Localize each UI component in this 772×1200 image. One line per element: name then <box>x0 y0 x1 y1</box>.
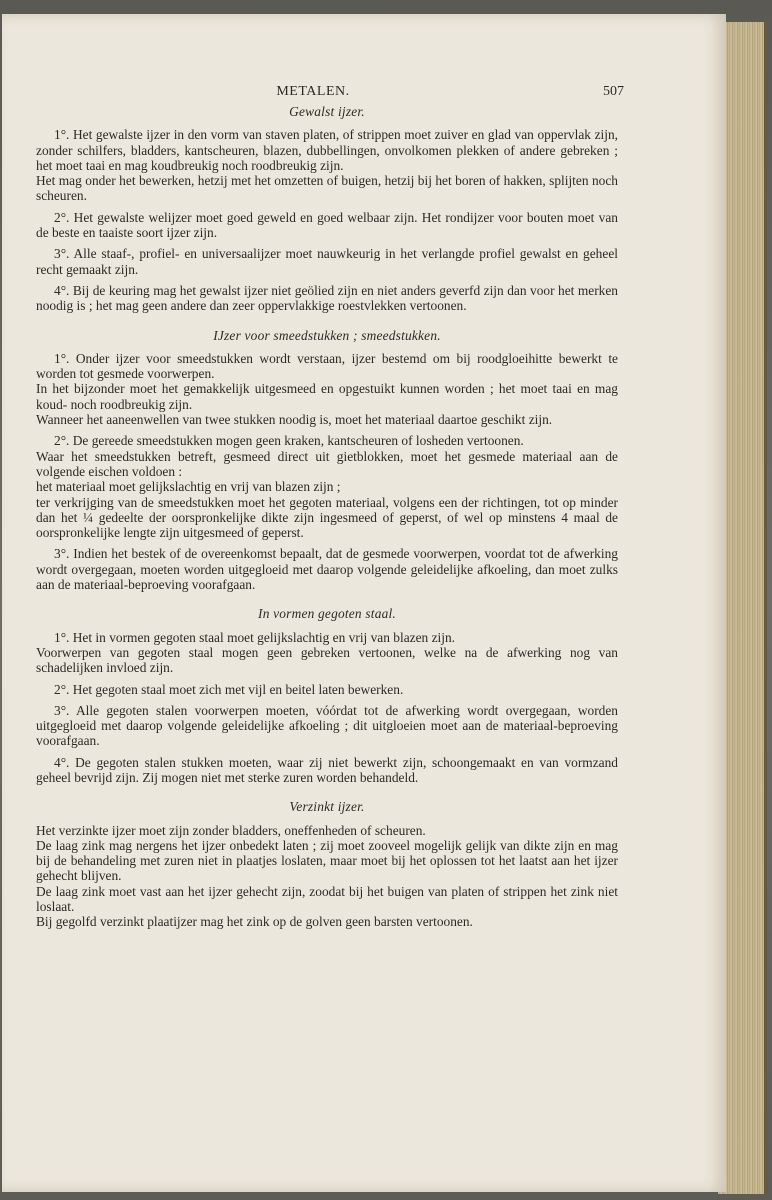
paragraph: De laag zink mag nergens het ijzer onbedekt laten ; zij moet zooveel mogelijk gelijk van dikte zijn en mag bij de behandeling met zuren niet in plaatjes loslaten, maar moet bij het oplossen tot het laatst aan het ijzer gehecht blijven. <box>36 837 618 884</box>
page-number: 507 <box>603 84 624 99</box>
paragraph: Wanneer het aaneenwellen van twee stukken noodig is, moet het materiaal daartoe geschikt zijn. <box>36 412 553 428</box>
paragraph: Waar het smeedstukken betreft, gesmeed direct uit gietblokken, moet het gesmede materiaal aan de volgende eischen voldoen : <box>36 448 618 479</box>
book-page <box>2 14 726 1192</box>
paragraph: ter verkrijging van de smeedstukken moet het gegoten materiaal, volgens een der richtingen, tot op minder dan het ¼ gedeelte der oorspronkelijke dikte zijn ingesmeed of geperst, of wel op minstens 4 maal de oorspronkelijke lengte zijn uitgesmeed of geperst. <box>36 494 618 541</box>
paragraph: 3°. Alle staaf-, profiel- en universaalijzer moet nauwkeurig in het verlangde profiel gewalst en geheel recht gemaakt zijn. <box>36 246 618 277</box>
paragraph: 2°. De gereede smeedstukken mogen geen kraken, kantscheuren of losheden vertoonen. <box>54 433 524 449</box>
paragraph: het materiaal moet gelijkslachtig en vrij van blazen zijn ; <box>36 479 341 495</box>
running-title: METALEN. <box>276 84 350 99</box>
paragraph: Het mag onder het bewerken, hetzij met het omzetten of buigen, hetzij bij het boren of hakken, splijten noch scheuren. <box>36 173 618 204</box>
paragraph: 1°. Het gewalste ijzer in den vorm van staven platen, of strippen moet zuiver en glad van oppervlak zijn, zonder schilfers, bladders, kantscheuren, blazen, dubbellingen, onvolkomen plekken of andere gebreken ; het moet taai en mag koudbreukig noch roodbreukig zijn. <box>36 127 618 173</box>
page-header <box>36 72 624 99</box>
paragraph: De laag zink moet vast aan het ijzer gehecht zijn, zoodat bij het buigen van platen of strippen het zink niet loslaat. <box>36 883 618 915</box>
paragraph: 1°. Onder ijzer voor smeedstukken wordt verstaan, ijzer bestemd om bij roodgloeihitte bewerkt te worden tot gesmede voorwerpen. <box>36 350 618 382</box>
paragraph: 1°. Het in vormen gegoten staal moet gelijkslachtig en vrij van blazen zijn. <box>54 629 456 645</box>
paragraph: Bij gegolfd verzinkt plaatijzer mag het zink op de golven geen barsten vertoonen. <box>36 914 473 930</box>
section-heading-smeedstukken: IJzer voor smeedstukken ; smeedstukken. <box>213 327 441 343</box>
paragraph: 4°. De gegoten stalen stukken moeten, waar zij niet bewerkt zijn, schoongemaakt en van vormzand geheel bevrijd zijn. Zij mogen niet met sterke zuren worden behandeld. <box>36 754 618 785</box>
paragraph: 2°. Het gegoten staal moet zich met vijl en beitel laten bewerken. <box>54 681 404 697</box>
paragraph: 3°. Indien het bestek of de overeenkomst bepaalt, dat de gesmede voorwerpen, voordat tot de afwerking wordt overgegaan, moeten worden uitgegloeid met daarop volgende geleidelijke afkoeling, dan moet zulks aan de materiaal-beproeving voorafgaan. <box>36 546 618 593</box>
page-content <box>36 72 624 930</box>
paragraph: 2°. Het gewalste welijzer moet goed geweld en goed welbaar zijn. Het rondijzer voor bouten moet van de beste en taaiste soort ijzer zijn. <box>36 209 618 241</box>
paragraph: Voorwerpen van gegoten staal mogen geen gebreken vertoonen, welke na de afwerking nog van schadelijken invloed zijn. <box>36 644 618 676</box>
section-heading-gewalst-ijzer: Gewalst ijzer. <box>289 104 365 119</box>
paragraph: 4°. Bij de keuring mag het gewalst ijzer niet geölied zijn en niet anders geverfd zijn dan voor het merken noodig is ; het mag geen andere dan zeer oppervlakkige roestvlekken vertoonen. <box>36 282 618 314</box>
paragraph: 3°. Alle gegoten stalen voorwerpen moeten, vóórdat tot de afwerking wordt overgegaan, worden uitgegloeid met daarop volgende geleidelijke afkoeling ; dit uitgloeien moet aan de materiaal-beproeving voorafgaan. <box>36 702 618 749</box>
paragraph: In het bijzonder moet het gemakkelijk uitgesmeed en opgestuikt kunnen worden ; het moet taai en mag koud- noch roodbreukig zijn. <box>36 381 618 412</box>
paragraph: Het verzinkte ijzer moet zijn zonder bladders, oneffenheden of scheuren. <box>36 822 426 838</box>
section-heading-gegoten-staal: In vormen gegoten staal. <box>258 606 396 622</box>
section-heading-verzinkt-ijzer: Verzinkt ijzer. <box>289 799 365 815</box>
